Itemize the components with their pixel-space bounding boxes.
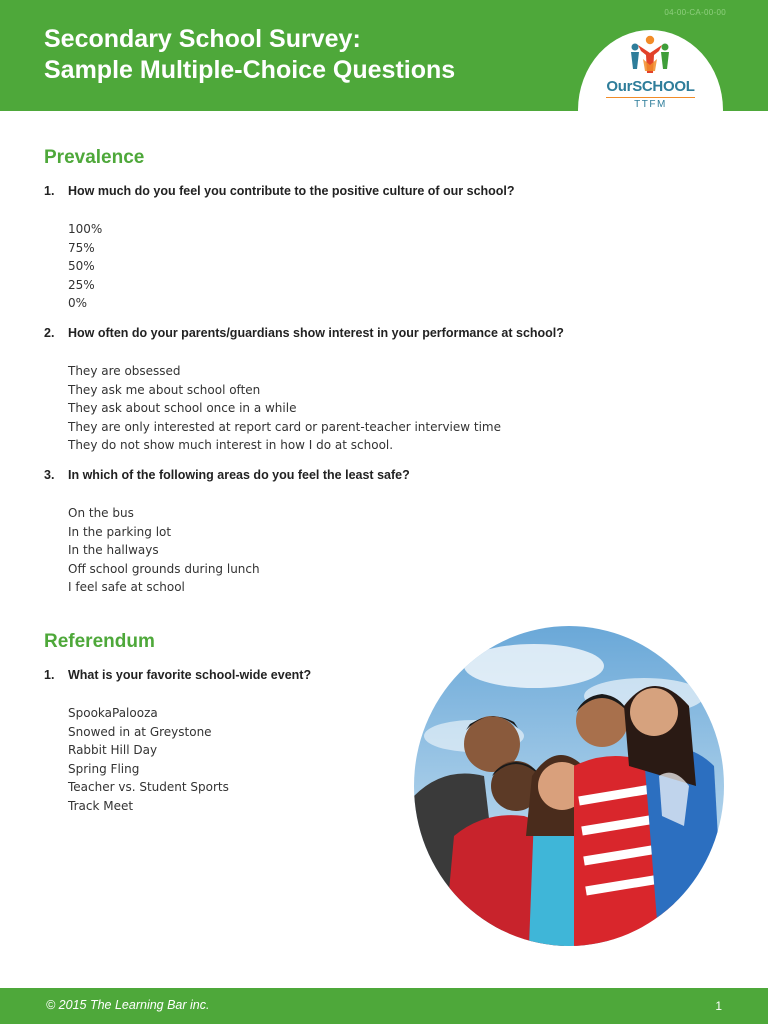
answer-option: Rabbit Hill Day — [68, 743, 158, 758]
logo-divider — [606, 97, 695, 98]
question-number: 1. — [44, 184, 55, 198]
answer-option: 25% — [68, 277, 95, 292]
answer-option: On the bus — [68, 506, 134, 520]
answer-options-prevalence-1 — [68, 220, 102, 313]
page-title — [44, 24, 455, 86]
answer-option: I feel safe at school — [68, 580, 185, 595]
question-referendum-1 — [44, 668, 311, 682]
question-text: How often do your parents/guardians show interest in your performance at school? — [68, 326, 564, 340]
answer-option: Track Meet — [68, 798, 134, 813]
answer-option: 50% — [68, 259, 95, 274]
answer-options-referendum-1 — [68, 704, 229, 816]
page-title-line-2: Sample Multiple-Choice Questions — [44, 56, 456, 84]
answer-option: In the hallways — [68, 543, 159, 558]
answer-option: Teacher vs. Student Sports — [68, 780, 229, 795]
question-prevalence-3 — [44, 468, 410, 482]
question-number: 2. — [44, 326, 55, 340]
copyright-text: © 2015 The Learning Bar inc. — [46, 998, 210, 1012]
answer-option: 75% — [68, 240, 95, 255]
question-prevalence-2 — [44, 326, 564, 340]
answer-option: 100% — [68, 222, 103, 236]
question-text: In which of the following areas do you feel the least safe? — [68, 468, 410, 482]
answer-option: In the parking lot — [68, 524, 172, 539]
answer-option: They ask about school once in a while — [68, 401, 297, 416]
logo-subtitle: TTFM — [634, 99, 667, 110]
answer-option: Off school grounds during lunch — [68, 561, 260, 576]
answer-option: They are only interested at report card or parent-teacher interview time — [68, 419, 501, 434]
answer-option: SpookaPalooza — [68, 706, 158, 720]
logo-name: OurSCHOOL — [606, 78, 695, 95]
header-banner — [0, 0, 768, 111]
section-heading-prevalence: Prevalence — [44, 147, 145, 168]
answer-option: They are obsessed — [68, 364, 181, 378]
question-text: How much do you feel you contribute to the positive culture of our school? — [68, 184, 515, 198]
page-title-line-1: Secondary School Survey: — [44, 25, 361, 53]
question-number: 3. — [44, 468, 55, 482]
answer-options-prevalence-3 — [68, 504, 260, 597]
section-heading-referendum: Referendum — [44, 631, 155, 652]
answer-option: Spring Fling — [68, 761, 140, 776]
answer-option: They do not show much interest in how I do at school. — [68, 438, 394, 453]
question-text: What is your favorite school-wide event? — [68, 668, 312, 682]
people-figures-icon — [627, 35, 673, 75]
document-code: 04-00-CA-00-00 — [664, 8, 726, 17]
answer-option: 0% — [68, 296, 88, 311]
question-number: 1. — [44, 668, 55, 682]
ourschool-logo — [578, 30, 723, 190]
page-number: 1 — [715, 999, 722, 1013]
footer-bar — [0, 988, 768, 1024]
answer-option: They ask me about school often — [68, 382, 261, 397]
students-group-photo — [414, 626, 724, 946]
answer-option: Snowed in at Greystone — [68, 724, 212, 739]
answer-options-prevalence-2 — [68, 362, 501, 455]
question-prevalence-1 — [44, 184, 515, 198]
